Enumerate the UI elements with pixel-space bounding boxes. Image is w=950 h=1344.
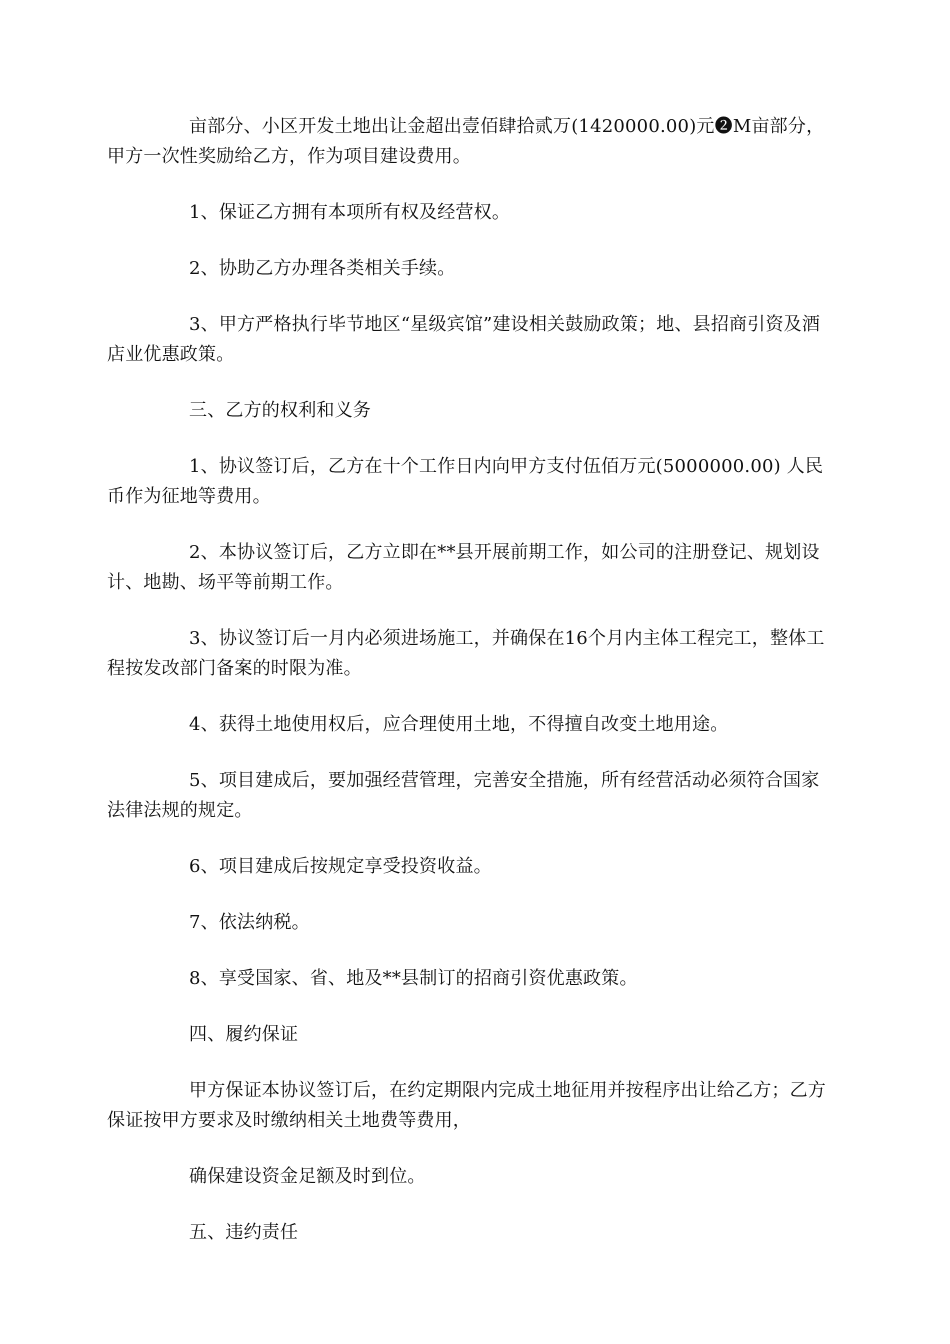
paragraph-operation-management: 5、项目建成后，要加强经营管理，完善安全措施，所有经营活动必须符合国家法律法规的规定。 [107, 770, 820, 821]
paragraph-construction-schedule: 3、协议签订后一月内必须进场施工，并确保在16个月内主体工程完工，整体工程按发改部门备案的时限为准。 [107, 628, 825, 679]
paragraph-tax: 7、依法纳税。 [189, 912, 310, 933]
paragraph-preliminary-work: 2、本协议签订后，乙方立即在**县开展前期工作，如公司的注册登记、规划设计、地勘、场平等前期工作。 [107, 542, 820, 593]
paragraph-investment-return: 6、项目建成后按规定享受投资收益。 [189, 856, 492, 877]
section-heading-party-b-rights: 三、乙方的权利和义务 [189, 400, 371, 421]
paragraph-land-use: 4、获得土地使用权后，应合理使用土地，不得擅自改变土地用途。 [189, 714, 729, 735]
paragraph-guarantee-terms: 甲方保证本协议签订后，在约定期限内完成土地征用并按程序出让给乙方；乙方保证按甲方要求及时缴纳相关土地费等费用， [107, 1080, 826, 1131]
document-body [107, 112, 832, 1274]
paragraph-preferential-policies: 8、享受国家、省、地及**县制订的招商引资优惠政策。 [189, 968, 638, 989]
paragraph-assist-procedures: 2、协助乙方办理各类相关手续。 [189, 258, 456, 279]
paragraph-incentive-policies: 3、甲方严格执行毕节地区“星级宾馆”建设相关鼓励政策；地、县招商引资及酒店业优惠政策。 [107, 314, 821, 365]
paragraph-land-premium-reward: 亩部分、小区开发土地出让金超出壹佰肆拾贰万(1420000.00)元❷M亩部分，甲方一次性奖励给乙方，作为项目建设费用。 [107, 116, 825, 167]
paragraph-payment-term: 1、协议签订后，乙方在十个工作日内向甲方支付伍佰万元(5000000.00) 人民币作为征地等费用。 [107, 456, 824, 507]
paragraph-funding-guarantee: 确保建设资金足额及时到位。 [189, 1166, 426, 1187]
section-heading-breach-liability: 五、违约责任 [189, 1222, 299, 1243]
paragraph-ownership-guarantee: 1、保证乙方拥有本项所有权及经营权。 [189, 202, 511, 223]
section-heading-performance-guarantee: 四、履约保证 [189, 1024, 299, 1045]
